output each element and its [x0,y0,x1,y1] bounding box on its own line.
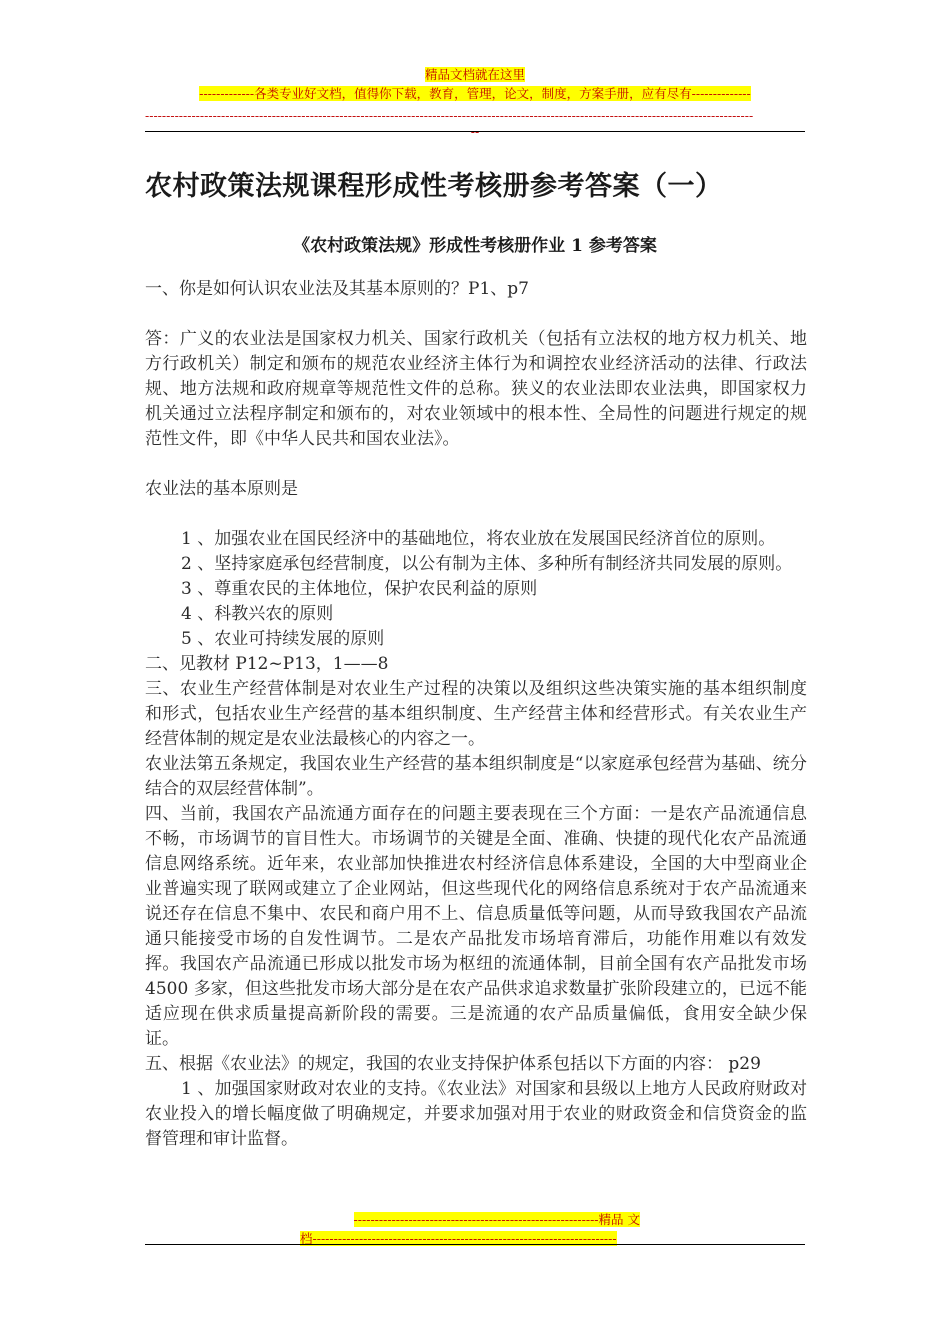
principle-3: 3 、尊重农民的主体地位，保护农民利益的原则 [181,579,538,599]
principles-intro: 农业法的基本原则是 [145,479,298,499]
question-4: 四、当前，我国农产品流通方面存在的问题主要表现在三个方面：一是农产品流通信息不畅，市场调节的盲目性大。市场调节的关键是全面、准确、快捷的现代化农产品流通信息网络系统。近年来，农业部加快推进农村经济信息体系建设，全国的大中型商业企业普遍实现了联网或建立了企业网站，但这些现代化的网络信息系统对于农产品流通来说还存在信息不集中、农民和商户用不上、信息质量低等问题，从而导致我国农产品流通只能接受市场的自发性调节。二是农产品批发市场培育滞后，功能作用难以有效发挥。我国农产品流通已形成以批发市场为枢纽的流通体制，目前全国有农产品批发市场 4500 多家，但这些批发市场大部分是在农产品供求追求数量扩张阶段建立的，已远不能适应现在供求质量提高新阶段的需要。三是流通的农产品质量偏低，食用安全缺少保证。 [145,804,807,1049]
header-tagline: 精品文档就在这里 [424,67,525,82]
answer-1: 答：广义的农业法是国家权力机关、国家行政机关（包括有立法权的地方权力机关、地方行政机关）制定和颁布的规范农业经济主体行为和调控农业经济活动的法律、行政法规、地方法规和政府规章等规范性文件的总称。狭义的农业法即农业法典，即国家权力机关通过立法程序制定和颁布的，对农业领域中的根本性、全局性的问题进行规定的规范性文件，即《中华人民共和国农业法》。 [145,329,807,449]
principle-5: 5 、农业可持续发展的原则 [181,629,385,649]
header-dash-line: ------------------------------------------------------------------------------------------------------------------------------------------------ [145,108,754,123]
header-promo: -------------各类专业好文档，值得你下载，教育，管理，论文，制度，方案手册，应有尽有-------------- [199,86,751,101]
principle-2: 2 、坚持家庭承包经营制度，以公有制为主体、多种所有制经济共同发展的原则。 [181,554,793,574]
question-3-detail: 农业法第五条规定，我国农业生产经营的基本组织制度是“以家庭承包经营为基础、统分结合的双层经营体制”。 [145,754,807,799]
header-dash-end: -- [470,124,480,139]
document-subtitle: 《农村政策法规》形成性考核册作业 1 参考答案 [293,236,657,256]
footer-line-1: ----------------------------------------------------------精品 文 [353,1212,640,1227]
footer-rule [145,1244,805,1245]
question-2: 二、见教材 P12~P13，1——8 [145,654,389,674]
question-5-item-1: 1 、加强国家财政对农业的支持。《农业法》对国家和县级以上地方人民政府财政对农业投入的增长幅度做了明确规定，并要求加强对用于农业的财政资金和信贷资金的监督管理和审计监督。 [145,1079,807,1149]
question-1: 一、你是如何认识农业法及其基本原则的？P1、p7 [145,279,529,299]
principle-1: 1 、加强农业在国民经济中的基础地位，将农业放在发展国民经济首位的原则。 [181,529,776,549]
page-header [145,64,805,140]
question-5: 五、根据《农业法》的规定，我国的农业支持保护体系包括以下方面的内容： p29 [145,1054,761,1074]
document-body [145,277,807,1152]
footer-line-2: 档------------------------------------------------------------------------ [300,1231,617,1246]
principle-4: 4 、科教兴农的原则 [181,604,334,624]
header-rule [145,131,805,132]
page-footer [300,1209,640,1247]
question-3: 三、农业生产经营体制是对农业生产过程的决策以及组织这些决策实施的基本组织制度和形式，包括农业生产经营的基本组织制度、生产经营主体和经营形式。有关农业生产经营体制的规定是农业法最核心的内容之一。 [145,679,807,749]
document-title: 农村政策法规课程形成性考核册参考答案（一） [145,171,723,202]
